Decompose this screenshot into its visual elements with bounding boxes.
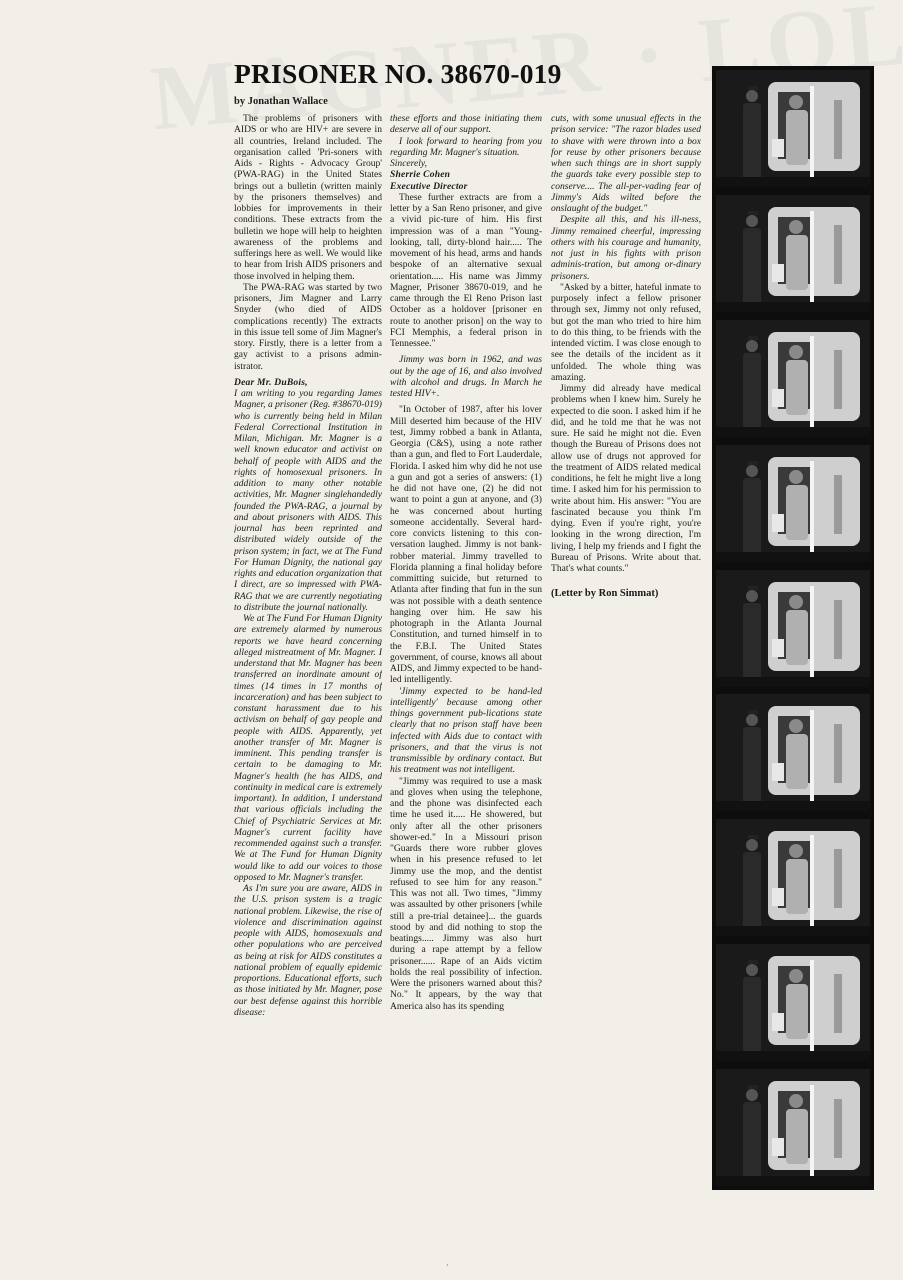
letter-signer: Sherrie Cohen [390, 169, 451, 181]
filmstrip-photo-frame [716, 570, 870, 687]
article-title: PRISONER NO. 38670-019 [234, 58, 562, 89]
photo-van-and-guards [716, 1069, 870, 1186]
photo-van-and-guards [716, 819, 870, 936]
photo-van-and-guards [716, 320, 870, 437]
letter-paragraph: I am writing to you regarding James Magner, a prisoner (Reg. #38670-019) who is currently being held in Milan Federal Correctional Institution in Milan, Michigan. Mr. Magner is a well known educator and activist on behalf of people with AIDS and the rights of homosexual prisoners. In addition to many other notable activities, Mr. Magner singlehandedly founded the PWA-RAG, a journal by and about prisoners with AIDS. This journal has been reprinted and distributed widely outside of the prison system; in fact, we at The Fund For Human Dignity, the national gay rights and education organization that I direct, are so impressed with PWA-RAG that we are currently negotiating to distribute the journal nationally. [234, 388, 382, 613]
article-paragraph: These further extracts are from a letter by a San Reno prisoner, and give a vivid pic-ture of him. His first impression was of a man "Young-looking, tall, dirty-blond hair..... The movement of his head, arms and hands bespoke of an alternative sexual orientation..... His name was Jimmy Magner, Prisoner 38670-019, and he came through the El Reno Prison last October as a holdover [prisoner en route to another prison] on the way to FCI Memphis, a federal prison in Tennessee." [390, 191, 542, 349]
letter-paragraph: We at The Fund For Human Dignity are extremely alarmed by numerous reports we have heard concerning alleged mistreatment of Mr. Magner. I understand that Mr. Magner has been transferred an inordinate amount of times (14 times in 17 months of incarceration) and has been subject to constant harassment due to his activism on behalf of gay people and people with AIDS. Apparently, yet another transfer of Mr. Magner is imminent. This pending transfer is certain to be damaging to Mr. Magner's health (he has AIDS, and continuity in medical care is extremely important). In addition, I understand that various officials including the Chief of Psychiatric Services at Mr. Magner's current facility have recommended against such a transfer. We at The Fund for Human Dignity would like to add our voices to those opposed to Mr. Magner's transfer. [234, 613, 382, 883]
filmstrip-photo-frame [716, 320, 870, 437]
letter-signer-title: Executive Director [390, 180, 468, 192]
intro-paragraph: The problems of prisoners with AIDS or who are HIV+ are severe in all countries, Ireland included. The organisation called 'Pri-soners with Aids - Rights - Advocacy Group' (PWA-RAG) in the United States brings out a bulletin (written mainly by the prisoners themselves) and lobbies for improvements in their conditions. These extracts from the bulletin we hope will help to heighten awareness of the problems and sufferings here as well. We would like to hear from Irish AIDS prisoners and those involved in helping them. [234, 113, 382, 282]
article-paragraph: cuts, with some unusual effects in the prison service: "The razor blades used to shave with were thrown into a box for reuse by other prisoners because when such things are in short supply the guards take every possible step to conserve.... The all-per-vading fear of Jimmy's Aids wilted before the onslaught of the budget." [551, 113, 701, 214]
photo-van-and-guards [716, 944, 870, 1061]
letter-paragraph: these efforts and those initiating them deserve all of our support. [390, 113, 542, 136]
photo-van-and-guards [716, 70, 870, 187]
filmstrip-photo-frame [716, 445, 870, 562]
article-paragraph: Jimmy was born in 1962, and was out by the age of 16, and also involved with alcohol and drugs. In March he tested HIV+. [390, 354, 542, 399]
article-column-3 [551, 113, 701, 1193]
article-paragraph: "Asked by a bitter, hateful inmate to purposely infect a fellow prisoner through sex, Jimmy not only refused, but got the man who tried to hire him to do this thing, to be friends with the intended victim. I was close enough to see the details of the incident as it unfolded. The whole thing was amazing. [551, 281, 701, 383]
filmstrip-photo-frame [716, 819, 870, 936]
article-paragraph: "Jimmy was required to use a mask and gloves when using the telephone, and the phone was disinfected each time he used it..... He showered, but only after all the other prisoners shower-ed." In a Missouri prison "Guards there wore rubber gloves when in his presence refused to let Jimmy use the mop, and the dentist refused to see him for any reason." This was not all. Two times, "Jimmy was assaulted by other prisoners [while still a pre-trial detainee]... the guards stood by and did nothing to stop the beatings..... Jimmy was also hurt during a rape attempt by a fellow prisoner...... Rape of an Aids victim holds the real possibility of infection. Were the prisoners warned about this? No." It appears, by the way that America also has its spending [390, 775, 542, 1012]
page-marker: · [446, 1261, 449, 1270]
article-column-1 [234, 113, 382, 1193]
letter-paragraph: I look forward to hearing from you regarding Mr. Magner's situation. [390, 135, 542, 158]
photo-van-and-guards [716, 195, 870, 312]
letter-credit: (Letter by Ron Simmat) [551, 588, 659, 600]
photo-van-and-guards [716, 445, 870, 562]
byline: by Jonathan Wallace [234, 96, 328, 107]
article-paragraph: Jimmy did already have medical problems when I knew him. Surely he expected to die soon. I asked him if he did, and he told me that he was not sure. He said he might not die. Even though the Bureau of Prisons does not allow use of drugs not approved for the treatment of AIDS related medical conditions, he felt he might live a long time. I asked him for his permission to write about him. His answer: "You are fascinated because you think I'm dying. Even if you're right, you're looking in the wrong direction, I'm living, I help my friends and I fight the Bureau of Prisons. Write about that. That's what counts." [551, 383, 701, 574]
article-paragraph: 'Jimmy expected to be hand-led intelligently' because among other things government pub-lications state clearly that no prison staff have been infected with Aids due to contact with prisoners, and that the virus is not transmissible by ordinary contact. But his treatment was not intelligent. [390, 685, 542, 776]
article-paragraph: "In October of 1987, after his lover Mill deserted him because of the HIV test, Jimmy robbed a bank in Atlanta, Georgia (C&S), using a note rather than a gun, and fled to Fort Lauderdale, Florida. I asked him why did he not use a gun and got a series of answers: (1) he did not have one, (2) he did not want to point a gun at anyone, and (3) he was concerned about hurting someone accidentally. Several hard-core convicts listening to this con-versation laughed. Jimmy is not bank-robber material. Jimmy travelled to Florida planning a final holiday before committing suicide, but returned to Atlanta after finding that fun in the sun was not possible with a death sentence hanging over him. He saw his photograph in the Atlanta Journal Constitution, and turned himself in to the F.B.I. The United States government, of course, knows all about AIDS, and Jimmy expected to be hand-led intelligently. [390, 404, 542, 686]
filmstrip-photo-frame [716, 70, 870, 187]
photo-filmstrip [712, 66, 874, 1190]
photo-van-and-guards [716, 570, 870, 687]
filmstrip-photo-frame [716, 694, 870, 811]
article-paragraph: Despite all this, and his ill-ness, Jimmy remained cheerful, impressing others with his courage and humanity, not just in his fights with prison adminis-tration, but among or-dinary prisoners. [551, 214, 701, 282]
filmstrip-photo-frame [716, 1069, 870, 1186]
filmstrip-photo-frame [716, 195, 870, 312]
letter-paragraph: As I'm sure you are aware, AIDS in the U.S. prison system is a tragic national problem. Likewise, the rise of violence and discrimination against people with AIDS, homosexuals and other populations who are perceived as being at risk for AIDS constitutes a national problem of equally epidemic proportions. Educational efforts, such as those initiated by Mr. Magner, pose our best defense against this horrible disease: [234, 883, 382, 1018]
letter-closing: Sincerely, [390, 158, 428, 169]
intro-paragraph: The PWA-RAG was started by two prisoners, Jim Magner and Larry Snyder (who died of AIDS complications recently) The extracts in this issue tell some of Jim Magner's story. Firstly, there is a letter from a gay activist to a prisons admin-istrator. [234, 281, 382, 372]
filmstrip-photo-frame [716, 944, 870, 1061]
letter-salutation: Dear Mr. DuBois, [234, 376, 308, 388]
article-column-2 [390, 113, 542, 1193]
photo-van-and-guards [716, 694, 870, 811]
